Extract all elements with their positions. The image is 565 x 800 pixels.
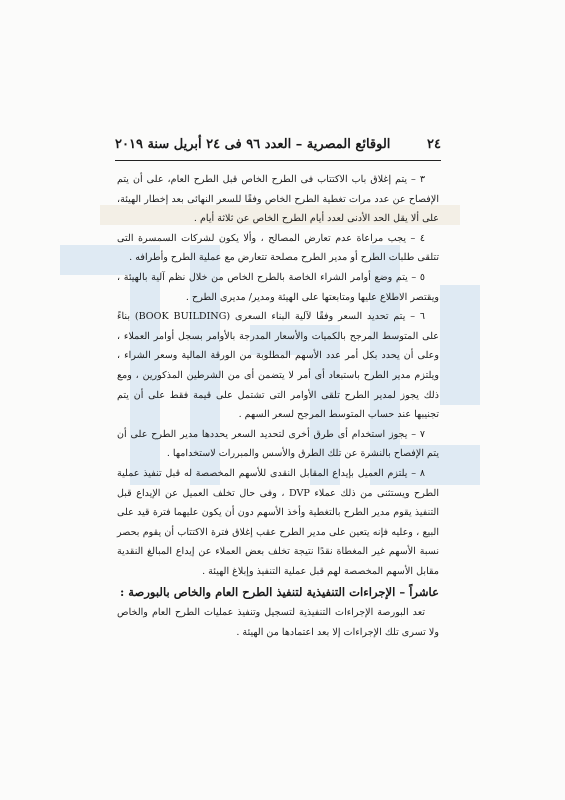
clause-6: ٦ – يتم تحديد السعر وفقًا لآلية البناء السعرى (BOOK BUILDING) بناءً على المتوسط المرجح بالكميات والأسعار المدرجة بالأوامر بسجل أوامر العملاء ، وعلى أن يحدد بكل أمر عدد الأسهم المطلوبة من الورقة المالية وسعر الشراء ، ويلتزم مدير الطرح باستبعاد أى أمر لا يتضمن أى من الشرطين المذكورين ، ومع ذلك يجوز لمدير الطرح تلقى الأوامر التى تشتمل على قيمة فقط على أن يتم تجنيبها عند حساب المتوسط المرجح لسعر السهم . — [117, 311, 439, 421]
clause-3: ٣ – يتم إغلاق باب الاكتتاب فى الطرح الخاص قبل الطرح العام، على أن يتم الإفصاح عن عدد مرات تغطية الطرح الخاص وفقًا للسعر النهائى بعد إخطار الهيئة، على ألا يقل الحد الأدنى لعدد أيام الطرح الخاص عن ثلاثة أيام . — [117, 174, 439, 225]
article-body — [117, 170, 439, 643]
clause-4: ٤ – يجب مراعاة عدم تعارض المصالح ، وألا يكون لشركات السمسرة التى تتلقى طلبات الطرح أو مدير الطرح مصلحة تتعارض مع عملية الطرح وأطرافه . — [117, 232, 439, 264]
running-title: الوقائع المصرية – العدد ٩٦ فى ٢٤ أبريل سنة ٢٠١٩ — [115, 136, 391, 152]
clause-5: ٥ – يتم وضع أوامر الشراء الخاصة بالطرح الخاص من خلال نظم آلية بالهيئة ، ويقتصر الاطلاع عليها ومتابعتها على الهيئة ومدير/ مديرى الطرح . — [117, 271, 439, 303]
header-divider — [115, 160, 441, 161]
clause-7: ٧ – يجوز استخدام أى طرق أخرى لتحديد السعر يحددها مدير الطرح على أن يتم الإفصاح بالنشرة عن تلك الطرق والأسس والمبررات لاستخدامها . — [117, 428, 439, 460]
page-number: ٢٤ — [427, 136, 441, 152]
running-header — [115, 132, 441, 156]
closing-paragraph: تعد البورصة الإجراءات التنفيذية لتسجيل وتنفيذ عمليات الطرح العام والخاص ولا تسرى تلك الإجراءات إلا بعد اعتمادها من الهيئة . — [117, 607, 439, 639]
clause-8: ٨ – يلتزم العميل بإيداع المقابل النقدى للأسهم المخصصة له قبل تنفيذ عملية الطرح ويستثنى من ذلك عملاء DVP ، وفى حال تخلف العميل عن الإيداع قبل التنفيذ يقوم مدير الطرح بالتغطية وأخذ الأسهم دون أن يكون عليهما فترة قيد على البيع ، وعليه فإنه يتعين على مدير الطرح عقب إغلاق فترة الاكتتاب أن يقوم بحصر نسبة الأسهم غير المغطاة نقدًا نتيجة تخلف بعض العملاء عن إيداع المبالغ النقدية مقابل الأسهم المخصصة لهم قبل عملية التنفيذ وإبلاغ الهيئة . — [117, 467, 440, 577]
section-heading: عاشراً – الإجراءات التنفيذية لتنفيذ الطرح العام والخاص بالبورصة : — [119, 585, 439, 600]
